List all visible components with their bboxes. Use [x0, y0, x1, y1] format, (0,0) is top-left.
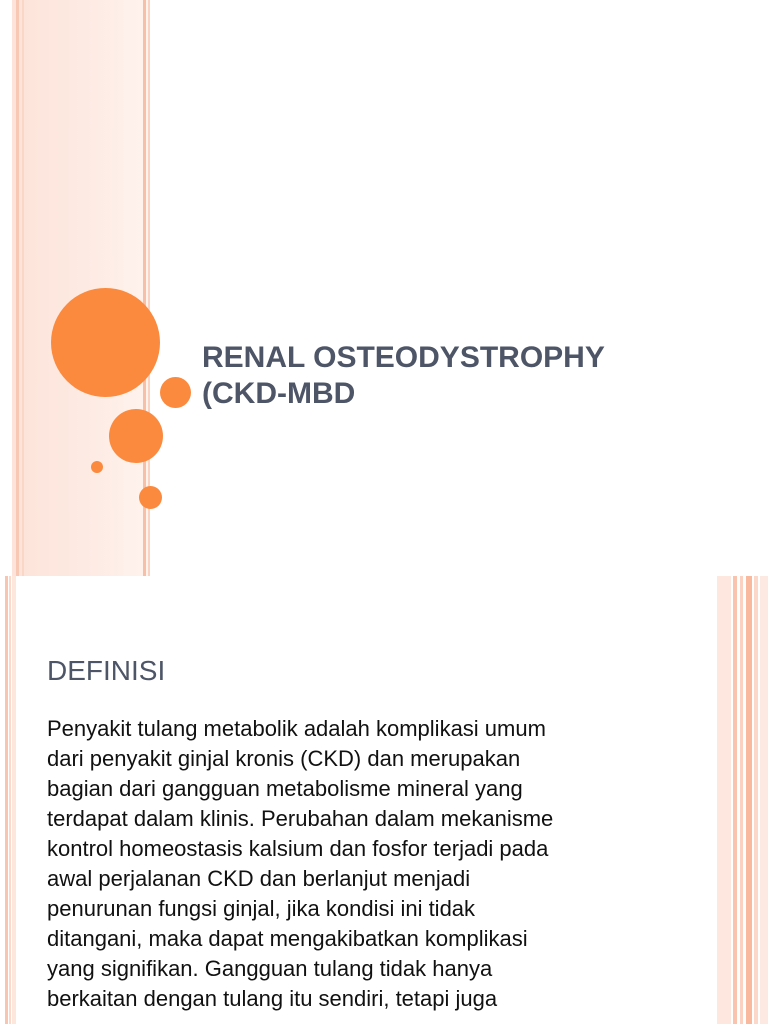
decorative-circle-medium — [109, 409, 163, 463]
section-heading: DEFINISI — [47, 655, 166, 686]
decorative-circle-dot — [91, 461, 103, 473]
decorative-circle-large — [51, 288, 160, 397]
decorative-stripe — [717, 576, 731, 1024]
decorative-stripe — [746, 576, 752, 1024]
decorative-circle-dot — [139, 486, 162, 509]
slide-title — [202, 340, 742, 412]
paragraph-line: penurunan fungsi ginjal, jika kondisi ini tidak — [47, 896, 476, 921]
decorative-stripe — [5, 576, 8, 1024]
paragraph-line: awal perjalanan CKD dan berlanjut menjadi — [47, 866, 471, 891]
slide-title-line: RENAL OSTEODYSTROPHY — [202, 341, 605, 374]
paragraph-line: kontrol homeostasis kalsium dan fosfor terjadi pada — [47, 836, 549, 861]
decorative-stripe — [9, 576, 11, 1024]
paragraph-line: yang signifikan. Gangguan tulang tidak hanya — [47, 956, 493, 981]
decorative-stripe — [16, 0, 19, 576]
paragraph-line: dari penyakit ginjal kronis (CKD) dan merupakan — [47, 746, 521, 771]
paragraph-line: bagian dari gangguan metabolisme mineral yang — [47, 776, 523, 801]
decorative-stripe — [22, 0, 24, 576]
slide-title-line: (CKD-MBD — [202, 377, 356, 410]
paragraph-line: berkaitan dengan tulang itu sendiri, tetapi juga — [47, 986, 498, 1011]
decorative-stripe — [0, 0, 12, 576]
decorative-band — [12, 0, 148, 576]
definition-slide — [0, 576, 768, 1024]
decorative-stripe — [733, 576, 737, 1024]
paragraph-line: ditangani, maka dapat mengakibatkan komplikasi — [47, 926, 528, 951]
definition-paragraph — [47, 714, 707, 1014]
paragraph-line: terdapat dalam klinis. Perubahan dalam mekanisme — [47, 806, 554, 831]
decorative-stripe — [12, 576, 16, 1024]
decorative-stripe — [754, 576, 758, 1024]
decorative-stripe — [760, 576, 768, 1024]
decorative-circle-small — [160, 377, 191, 408]
paragraph-line: Penyakit tulang metabolik adalah komplikasi umum — [47, 716, 546, 741]
decorative-stripe — [740, 576, 743, 1024]
